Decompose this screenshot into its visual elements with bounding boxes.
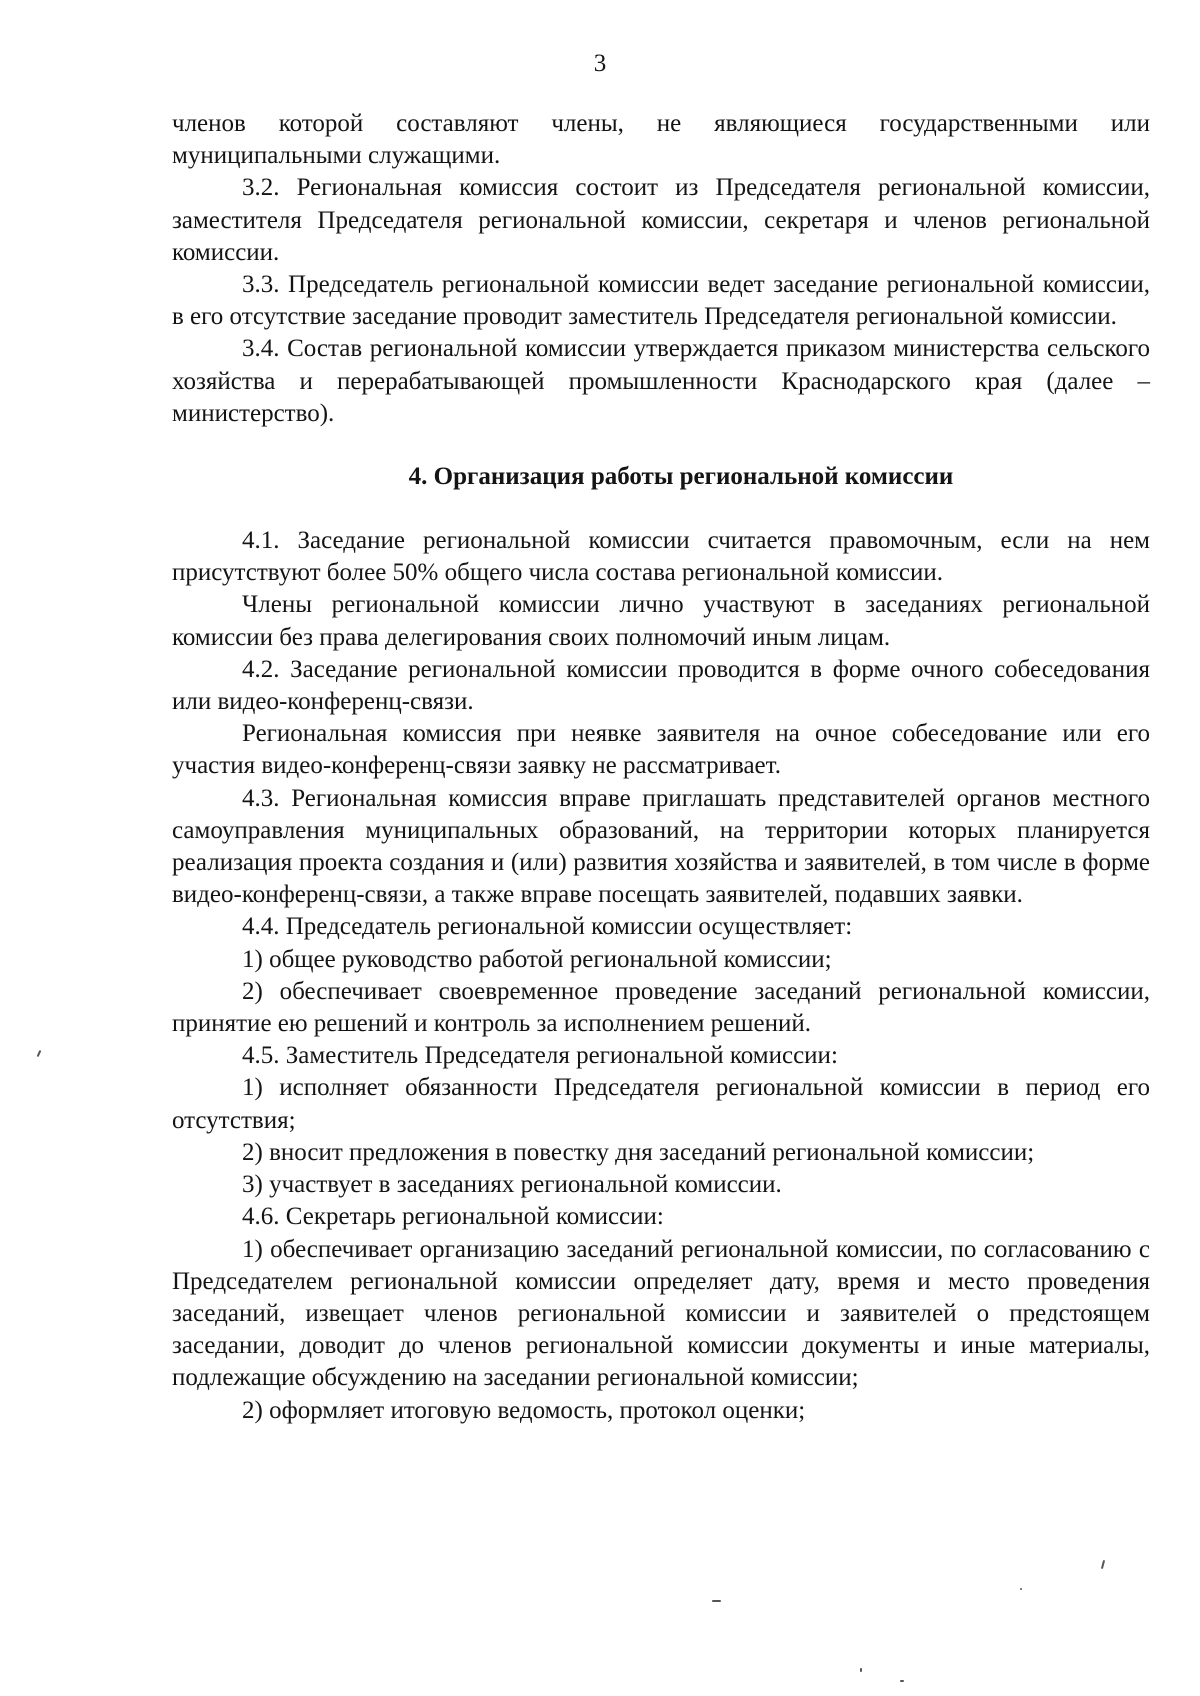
list-item: 3) участвует в заседаниях региональной комиссии. xyxy=(242,1171,782,1199)
section-heading: 4. Организация работы региональной комиссии xyxy=(408,463,954,491)
paragraph-4-2: 4.2. Заседание региональной комиссии проводится в форме очного собеседования или видео-конференц-связи. xyxy=(172,655,1150,716)
paragraph-3-4: 3.4. Состав региональной комиссии утверждается приказом министерства сельского хозяйства и перерабатывающей промышленности Краснодарского края (далее – министерство). xyxy=(172,335,1150,427)
paragraph-continuation: членов которой составляют члены, не являющиеся государственными или муниципальными служащими. xyxy=(172,110,1150,170)
page-number: 3 xyxy=(593,50,607,77)
paragraph-4-1-members: Члены региональной комиссии лично участвуют в заседаниях региональной комиссии без права делегирования своих полномочий иным лицам. xyxy=(172,591,1150,651)
list-item: 2) оформляет итоговую ведомость, протокол оценки; xyxy=(242,1396,806,1424)
scan-speck xyxy=(1101,1560,1105,1569)
paragraph-4-3: 4.3. Региональная комиссия вправе приглашать представителей органов местного самоуправления муниципальных образований, на территории которых планируется реализация проекта создания и (или) развития хозяйства и заявителей, в том числе в форме видео-конференц-связи, а также вправе посещать заявителей, подавших заявки. xyxy=(172,784,1150,909)
paragraph-4-4: 4.4. Председатель региональной комиссии осуществляет: xyxy=(242,913,853,941)
list-item: 1) общее руководство работой региональной комиссии; xyxy=(242,945,832,973)
paragraph-4-6: 4.6. Секретарь региональной комиссии: xyxy=(242,1203,664,1231)
list-item: 1) обеспечивает организацию заседаний региональной комиссии, по согласованию с Председателем региональной комиссии определяет дату, время и место проведения заседаний, извещает членов региональной комиссии и заявителей о предстоящем заседании, доводит до членов региональной комиссии документы и иные материалы, подлежащие обсуждению на заседании региональной комиссии; xyxy=(172,1235,1150,1392)
scan-speck xyxy=(860,1668,862,1672)
list-item: 1) исполняет обязанности Председателя региональной комиссии в период его отсутствия; xyxy=(172,1074,1150,1134)
paragraph-4-2-absence: Региональная комиссия при неявке заявителя на очное собеседование или его участия видео-конференц-связи заявку не рассматривает. xyxy=(172,720,1150,780)
paragraph-4-5: 4.5. Заместитель Председателя региональной комиссии: xyxy=(242,1042,838,1070)
scan-speck xyxy=(37,1050,42,1057)
document-body xyxy=(172,108,1150,1427)
paragraph-4-1: 4.1. Заседание региональной комиссии считается правомочным, если на нем присутствуют более 50% общего числа состава региональной комиссии. xyxy=(172,527,1150,587)
scan-speck xyxy=(1020,1588,1022,1590)
list-item: 2) вносит предложения в повестку дня заседаний региональной комиссии; xyxy=(242,1138,1035,1166)
list-item: 2) обеспечивает своевременное проведение заседаний региональной комиссии, принятие ею решений и контроль за исполнением решений. xyxy=(172,977,1150,1038)
paragraph-3-3: 3.3. Председатель региональной комиссии ведет заседание региональной комиссии, в его отсутствие заседание проводит заместитель Председателя региональной комиссии. xyxy=(172,271,1150,331)
scan-speck xyxy=(712,1600,721,1602)
paragraph-3-2: 3.2. Региональная комиссия состоит из Председателя региональной комиссии, заместителя Председателя региональной комиссии, секретаря и членов региональной комиссии. xyxy=(172,174,1150,266)
scan-speck xyxy=(900,1680,904,1682)
